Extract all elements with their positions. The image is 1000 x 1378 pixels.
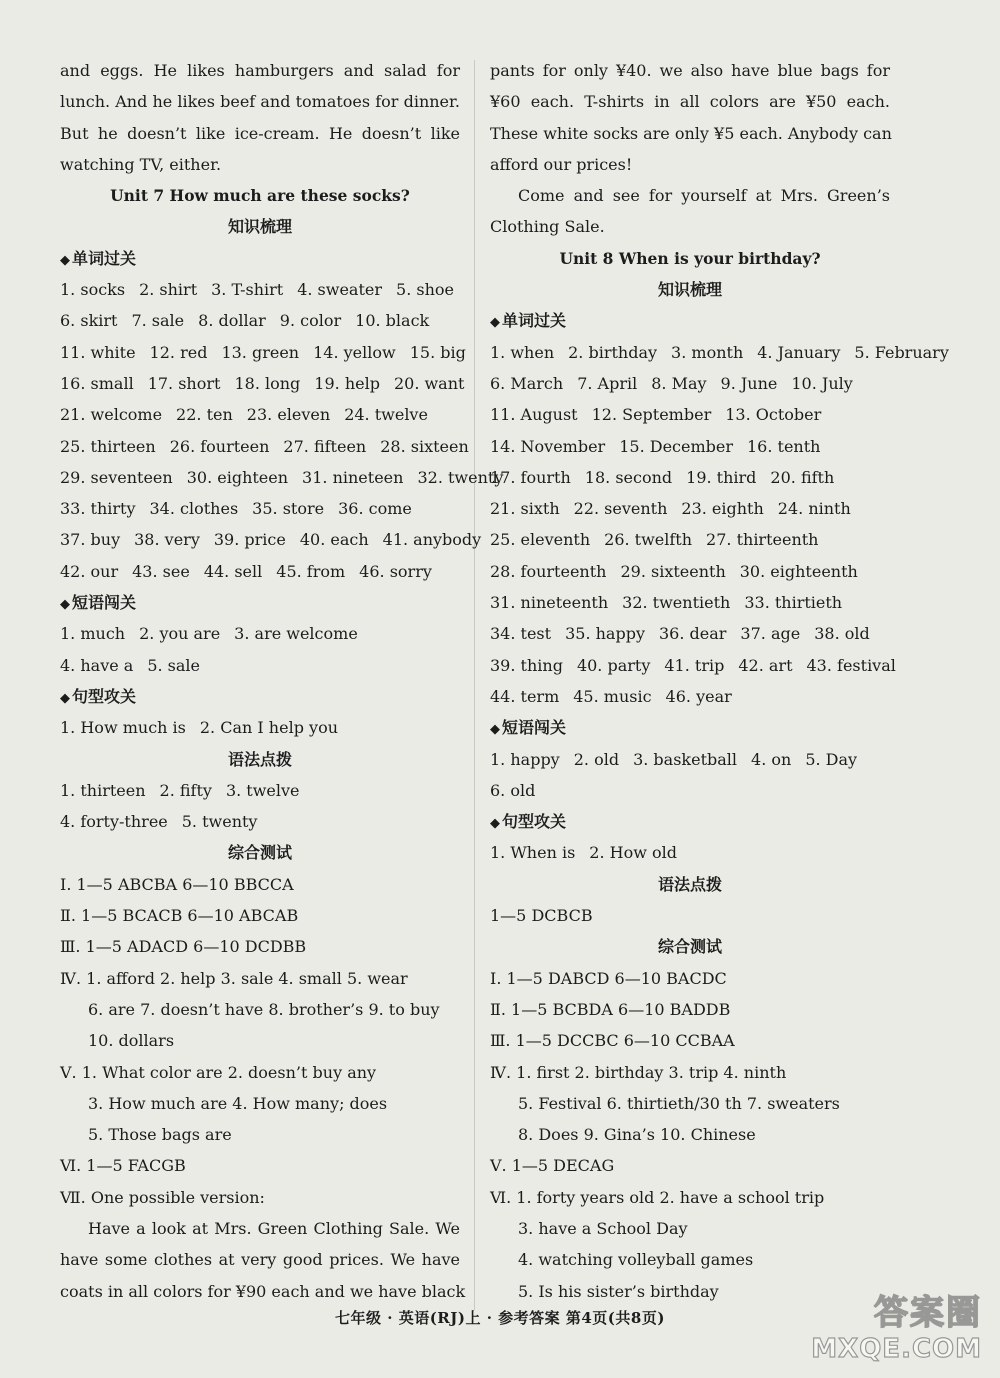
answer-item: 3. month (671, 342, 744, 362)
answer-item: 2. birthday (568, 342, 658, 362)
vocab-row (490, 368, 890, 399)
answer-item: 19. help (314, 373, 380, 393)
answer-item: 42. our (60, 561, 119, 581)
test-line: 4. watching volleyball games (518, 1250, 754, 1270)
vocab-row (60, 431, 469, 462)
answer-item: 20. fifth (770, 467, 835, 487)
answer-item: 18. long (234, 373, 301, 393)
answer-item: 5. sale (147, 655, 201, 675)
subheading-phrase (490, 712, 890, 743)
grammar-list (490, 900, 890, 931)
answer-item: 35. happy (565, 624, 645, 644)
answer-item: 5. February (854, 342, 949, 362)
watermark-text: 答案圈 (874, 1293, 982, 1333)
answer-item: 43. festival (806, 655, 896, 675)
answer-item: 1. How much is (60, 718, 186, 738)
answer-item: 40. each (299, 530, 369, 550)
unit-title: Unit 7 How much are these socks? (110, 186, 410, 206)
essay-line: These white socks are only ¥5 each. Anybody can (490, 123, 892, 143)
essay-line: pants for only ¥40. we also have blue bags for (490, 61, 890, 80)
answer-item: 37. buy (60, 530, 121, 550)
subheading-label: 单词过关 (502, 311, 567, 331)
test-line: 5. Festival 6. thirtieth/30 th 7. sweaters (518, 1093, 840, 1113)
answer-item: 17. short (147, 373, 221, 393)
answer-item: 23. eighth (681, 499, 764, 519)
answer-item: 1. socks (60, 280, 126, 300)
grammar-row (60, 775, 460, 806)
section-heading-knowledge: 知识梳理 (227, 217, 292, 237)
column-divider (474, 60, 475, 1310)
answer-item: 31. nineteen (302, 467, 404, 487)
answer-item: 44. term (490, 686, 560, 706)
page-footer: 七年级 · 英语(RJ)上 · 参考答案 第4页(共8页) (335, 1309, 665, 1327)
answer-item: 4. January (757, 342, 841, 362)
answer-item: 39. price (213, 530, 286, 550)
test-line: Ⅵ. 1—5 FACGB (60, 1156, 186, 1176)
answer-item: 1—5 DCBCB (490, 906, 593, 926)
answer-item: 39. thing (490, 655, 563, 675)
test-line: 5. Is his sister’s birthday (518, 1281, 719, 1301)
right-column (490, 55, 949, 1307)
subheading-vocab (490, 305, 890, 336)
answer-item: 2. old (573, 749, 620, 769)
phrase-row (60, 618, 460, 649)
subheading-phrase (60, 587, 460, 618)
subheading-label: 短语闯关 (72, 593, 137, 613)
answer-item: 42. art (738, 655, 793, 675)
essay-line: Come and see for yourself at Mrs. Green’s (518, 186, 890, 206)
phrase-list (60, 618, 460, 681)
vocab-row (60, 399, 460, 430)
essay-line: Clothing Sale. (490, 217, 605, 237)
section-heading-grammar: 语法点拨 (657, 874, 722, 894)
watermark-logo (811, 1285, 982, 1364)
answer-item: 2. you are (139, 624, 221, 644)
unit-title: Unit 8 When is your birthday? (559, 248, 821, 268)
answer-item: 32. twenty (417, 467, 504, 487)
answer-item: 33. thirty (60, 499, 136, 519)
answer-item: 34. test (490, 624, 552, 644)
essay-line: Have a look at Mrs. Green Clothing Sale. We (88, 1218, 460, 1238)
answer-item: 21. sixth (490, 499, 560, 519)
subheading-label: 短语闯关 (502, 718, 567, 738)
phrase-row (490, 775, 890, 806)
answer-item: 21. welcome (60, 405, 163, 425)
test-line: 3. How much are 4. How many; does (88, 1093, 388, 1113)
vocab-row (60, 556, 460, 587)
answer-item: 29. sixteenth (620, 561, 726, 581)
answer-item: 27. fifteen (283, 436, 367, 456)
answer-item: 17. fourth (490, 467, 571, 487)
answer-item: 25. thirteen (60, 436, 156, 456)
test-line: 6. are 7. doesn’t have 8. brother’s 9. to buy (88, 999, 440, 1019)
answer-item: 26. fourteen (169, 436, 270, 456)
test-line: 10. dollars (88, 1031, 175, 1051)
diamond-icon: ◆ (60, 690, 70, 706)
answer-item: 19. third (686, 467, 757, 487)
sentence-row (60, 712, 460, 743)
essay-line: afford our prices! (490, 154, 633, 174)
answer-item: 6. old (490, 780, 536, 800)
answer-item: 7. sale (131, 311, 185, 331)
answer-item: 13. October (725, 405, 822, 425)
answer-item: 29. seventeen (60, 467, 173, 487)
test-line: Ⅵ. 1. forty years old 2. have a school trip (490, 1187, 825, 1207)
test-line: Ⅴ. 1—5 DECAG (490, 1156, 615, 1176)
answer-item: 46. year (665, 686, 732, 706)
answer-item: 23. eleven (246, 405, 331, 425)
essay-line: ¥60 each. T-shirts in all colors are ¥50 each. (490, 92, 890, 112)
diamond-icon: ◆ (60, 252, 70, 268)
vocab-row (490, 462, 890, 493)
answer-item: 5. Day (805, 749, 858, 769)
answer-item: 37. age (740, 624, 801, 644)
answer-item: 36. come (338, 499, 412, 519)
answer-item: 14. yellow (313, 342, 396, 362)
sentence-row (490, 837, 890, 868)
answer-item: 10. black (355, 311, 430, 331)
answer-item: 2. shirt (139, 280, 198, 300)
answer-item: 6. skirt (60, 311, 118, 331)
vocab-row (490, 556, 890, 587)
answer-item: 4. forty-three (60, 812, 168, 832)
test-line: Ⅶ. One possible version: (60, 1187, 265, 1207)
left-column (60, 55, 504, 1307)
test-line: 8. Does 9. Gina’s 10. Chinese (518, 1125, 756, 1145)
answer-item: 36. dear (658, 624, 727, 644)
answer-item: 13. green (221, 342, 300, 362)
answer-item: 46. sorry (359, 561, 432, 581)
answer-item: 22. seventh (573, 499, 668, 519)
answer-item: 43. see (132, 561, 190, 581)
vocab-row (60, 305, 460, 336)
phrase-list (490, 744, 890, 807)
test-line: Ⅲ. 1—5 DCCBC 6—10 CCBAA (490, 1031, 735, 1051)
answer-item: 4. have a (60, 655, 134, 675)
answer-item: 31. nineteenth (490, 593, 609, 613)
vocab-row (60, 493, 460, 524)
test-line: Ⅰ. 1—5 ABCBA 6—10 BBCCA (60, 874, 294, 894)
answer-item: 38. old (814, 624, 870, 644)
section-heading-test: 综合测试 (657, 937, 722, 957)
answer-item: 45. from (276, 561, 346, 581)
answer-item: 5. shoe (396, 280, 454, 300)
vocab-row (490, 587, 890, 618)
answer-item: 38. very (134, 530, 200, 550)
answer-item: 44. sell (203, 561, 263, 581)
subheading-label: 句型攻关 (502, 812, 567, 832)
answer-item: 33. thirtieth (744, 593, 843, 613)
intro-line: But he doesn’t like ice-cream. He doesn’t like (60, 123, 460, 143)
sentence-list (60, 712, 460, 743)
diamond-icon: ◆ (490, 315, 500, 331)
answer-item: 40. party (576, 655, 651, 675)
answer-item: 3. are welcome (234, 624, 358, 644)
essay-line: coats in all colors for ¥90 each and we have black (60, 1281, 466, 1301)
diamond-icon: ◆ (490, 722, 500, 738)
answer-item: 15. big (409, 342, 466, 362)
answer-item: 1. happy (490, 749, 560, 769)
test-line: Ⅱ. 1—5 BCACB 6—10 ABCAB (60, 906, 299, 926)
intro-line: and eggs. He likes hamburgers and salad for (60, 61, 460, 80)
answer-item: 35. store (252, 499, 325, 519)
vocab-row (60, 337, 466, 368)
test-line: Ⅲ. 1—5 ADACD 6—10 DCDBB (60, 937, 307, 957)
answer-item: 5. twenty (181, 812, 258, 832)
vocab-row (490, 337, 949, 368)
answer-item: 3. basketball (633, 749, 738, 769)
grammar-row (60, 806, 460, 837)
vocab-row (490, 650, 896, 681)
diamond-icon: ◆ (60, 597, 70, 613)
grammar-list (60, 775, 460, 838)
answer-item: 41. trip (664, 655, 725, 675)
vocab-list (490, 337, 949, 713)
answer-item: 26. twelfth (604, 530, 693, 550)
answer-item: 7. April (577, 373, 638, 393)
intro-line: lunch. And he likes beef and tomatoes for dinner. (60, 92, 460, 112)
watermark-url: MXQE.COM (811, 1334, 982, 1364)
subheading-sentence (490, 806, 890, 837)
subheading-vocab (60, 243, 460, 274)
vocab-row (60, 524, 482, 555)
test-line: 3. have a School Day (518, 1218, 688, 1238)
answer-item: 11. August (490, 405, 578, 425)
answer-item: 12. red (149, 342, 208, 362)
vocab-list (60, 274, 504, 587)
test-line: Ⅰ. 1—5 DABCD 6—10 BACDC (490, 968, 727, 988)
answer-item: 30. eighteen (186, 467, 289, 487)
vocab-row (60, 274, 460, 305)
answer-item: 1. much (60, 624, 126, 644)
answer-item: 11. white (60, 342, 136, 362)
answer-item: 15. December (619, 436, 733, 456)
answer-item: 41. anybody (382, 530, 482, 550)
answer-item: 9. June (720, 373, 778, 393)
answer-item: 34. clothes (149, 499, 239, 519)
phrase-row (60, 650, 460, 681)
subheading-sentence (60, 681, 460, 712)
subheading-label: 句型攻关 (72, 686, 137, 706)
answer-item: 4. on (751, 749, 792, 769)
answer-item: 14. November (490, 436, 606, 456)
answer-item: 28. fourteenth (490, 561, 607, 581)
vocab-row (60, 462, 504, 493)
answer-item: 1. When is (490, 843, 576, 863)
answer-item: 22. ten (176, 405, 233, 425)
answer-item: 16. small (60, 373, 134, 393)
answer-item: 24. twelve (344, 405, 428, 425)
diamond-icon: ◆ (490, 816, 500, 832)
answer-item: 1. when (490, 342, 555, 362)
subheading-label: 单词过关 (72, 248, 137, 268)
answer-item: 28. sixteen (380, 436, 469, 456)
vocab-row (490, 399, 890, 430)
answer-item: 3. T-shirt (211, 280, 284, 300)
answer-item: 8. dollar (198, 311, 266, 331)
section-heading-test: 综合测试 (227, 843, 292, 863)
test-line: Ⅴ. 1. What color are 2. doesn’t buy any (60, 1062, 377, 1082)
test-line: Ⅱ. 1—5 BCBDA 6—10 BADDB (490, 999, 731, 1019)
test-line: Ⅳ. 1. afford 2. help 3. sale 4. small 5. wear (60, 968, 408, 988)
answer-item: 24. ninth (777, 499, 851, 519)
answer-item: 2. fifty (159, 780, 212, 800)
intro-line: watching TV, either. (60, 154, 222, 174)
answer-item: 8. May (651, 373, 707, 393)
test-line: Ⅳ. 1. first 2. birthday 3. trip 4. ninth (490, 1062, 787, 1082)
vocab-row (490, 431, 890, 462)
phrase-row (490, 744, 890, 775)
answer-item: 1. thirteen (60, 780, 146, 800)
section-heading-knowledge: 知识梳理 (657, 280, 722, 300)
answer-item: 9. color (279, 311, 342, 331)
answer-item: 12. September (591, 405, 712, 425)
answer-item: 4. sweater (297, 280, 383, 300)
answer-item: 20. want (393, 373, 465, 393)
test-line: 5. Those bags are (88, 1125, 232, 1145)
answer-item: 2. How old (589, 843, 678, 863)
vocab-row (490, 681, 890, 712)
answer-item: 16. tenth (747, 436, 821, 456)
answer-item: 2. Can I help you (199, 718, 338, 738)
vocab-row (60, 368, 465, 399)
vocab-row (490, 524, 890, 555)
answer-item: 3. twelve (225, 780, 300, 800)
section-heading-grammar: 语法点拨 (227, 749, 292, 769)
grammar-row (490, 900, 890, 931)
vocab-row (490, 493, 890, 524)
answer-item: 25. eleventh (490, 530, 591, 550)
answer-item: 27. thirteenth (706, 530, 819, 550)
essay-line: have some clothes at very good prices. We have (60, 1250, 460, 1270)
sentence-list (490, 837, 890, 868)
answer-item: 45. music (573, 686, 652, 706)
answer-item: 32. twentieth (622, 593, 731, 613)
vocab-row (490, 618, 890, 649)
answer-item: 10. July (791, 373, 853, 393)
answer-item: 18. second (584, 467, 673, 487)
answer-item: 6. March (490, 373, 564, 393)
answer-item: 30. eighteenth (739, 561, 858, 581)
